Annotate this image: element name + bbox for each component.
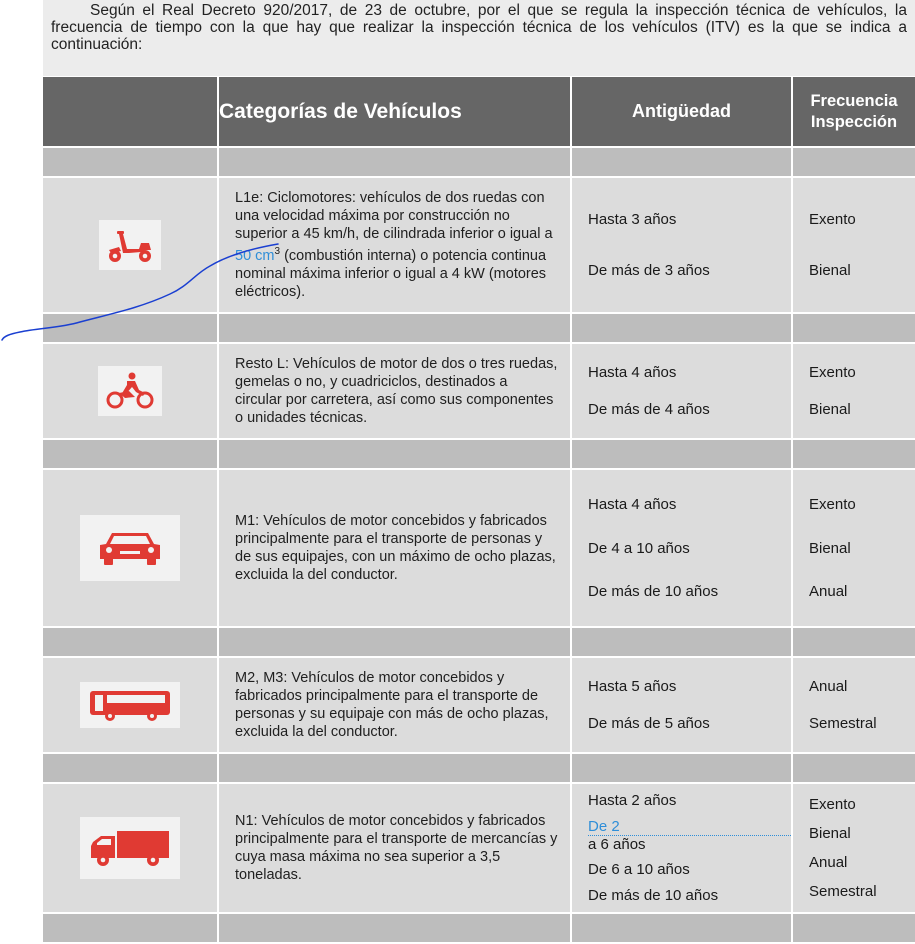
header-frequency bbox=[792, 77, 915, 147]
table-header bbox=[43, 77, 915, 147]
age-cell bbox=[571, 177, 792, 313]
age-value: De 6 a 10 años bbox=[588, 861, 690, 879]
category-description bbox=[218, 177, 571, 313]
age-link[interactable]: De 2 bbox=[588, 818, 791, 836]
frequency-value: Semestral bbox=[809, 715, 877, 732]
age-cell bbox=[571, 343, 792, 439]
frequency-value: Bienal bbox=[809, 401, 851, 418]
displacement-link[interactable]: 50 cm bbox=[235, 247, 275, 264]
category-description: M1: Vehículos de motor concebidos y fabricados principalmente para el transporte de personas y de sus equipajes, con un máximo de ocho plazas, excluida la del conductor. bbox=[218, 469, 571, 627]
age-cell bbox=[571, 657, 792, 753]
age-value: De más de 10 años bbox=[588, 886, 719, 904]
frequency-cell bbox=[792, 177, 915, 313]
table-row bbox=[43, 469, 915, 627]
desc-text-a: L1e: Ciclomotores: vehículos de dos ruedas con una velocidad máxima por construcción no superior a 45 km/h, de cilindrada inferior o igual a bbox=[235, 190, 553, 243]
header-blank bbox=[43, 77, 218, 147]
age-value: Hasta 3 años bbox=[588, 211, 677, 229]
icon-cell bbox=[43, 783, 218, 913]
category-description: Resto L: Vehículos de motor de dos o tres ruedas, gemelas o no, y cuadriciclos, destinados a circular por carretera, así como sus componentes o unidades técnicas. bbox=[218, 343, 571, 439]
age-value-rest: a 6 años bbox=[588, 835, 646, 853]
superscript-3: 3 bbox=[274, 246, 281, 258]
frequency-cell bbox=[792, 343, 915, 439]
header-frequency-line2: Inspección bbox=[810, 112, 898, 131]
age-value: Hasta 4 años bbox=[588, 364, 677, 381]
itv-frequency-table bbox=[43, 77, 915, 944]
age-value: De más de 3 años bbox=[588, 261, 710, 279]
age-value: Hasta 4 años bbox=[588, 496, 677, 514]
frequency-value: Exento bbox=[809, 211, 856, 229]
age-value: Hasta 2 años bbox=[588, 792, 677, 810]
spacer-row bbox=[43, 753, 915, 783]
header-frequency-line1: Frecuencia bbox=[810, 91, 898, 110]
frequency-value: Anual bbox=[809, 678, 848, 695]
header-age: Antigüedad bbox=[571, 77, 792, 147]
header-categories: Categorías de Vehículos bbox=[218, 77, 571, 147]
icon-cell bbox=[43, 469, 218, 627]
spacer-row bbox=[43, 913, 915, 943]
age-value: Hasta 5 años bbox=[588, 678, 677, 695]
spacer-row bbox=[43, 147, 915, 177]
frequency-cell bbox=[792, 783, 915, 913]
intro-panel bbox=[43, 0, 915, 76]
table-row bbox=[43, 657, 915, 753]
category-description: M2, M3: Vehículos de motor concebidos y fabricados principalmente para el transporte de personas y su equipaje con más de ocho plazas, excluida la del conductor. bbox=[218, 657, 571, 753]
frequency-value: Anual bbox=[809, 854, 848, 871]
truck-icon bbox=[80, 817, 180, 879]
frequency-value: Bienal bbox=[809, 539, 851, 557]
age-value-linked bbox=[588, 818, 791, 853]
frequency-value: Bienal bbox=[809, 261, 851, 279]
table-row bbox=[43, 343, 915, 439]
bus-icon bbox=[80, 682, 180, 728]
frequency-value: Anual bbox=[809, 582, 848, 600]
motorcycle-icon bbox=[98, 366, 162, 416]
age-value: De más de 5 años bbox=[588, 715, 710, 732]
frequency-value: Semestral bbox=[809, 883, 877, 900]
spacer-row bbox=[43, 627, 915, 657]
car-icon bbox=[80, 515, 180, 581]
frequency-value: Exento bbox=[809, 796, 856, 813]
age-value: De más de 4 años bbox=[588, 401, 710, 418]
frequency-value: Exento bbox=[809, 364, 856, 381]
age-cell bbox=[571, 469, 792, 627]
icon-cell bbox=[43, 657, 218, 753]
icon-cell bbox=[43, 177, 218, 313]
table-row bbox=[43, 783, 915, 913]
age-value: De 4 a 10 años bbox=[588, 539, 690, 557]
frequency-cell bbox=[792, 469, 915, 627]
age-cell bbox=[571, 783, 792, 913]
category-description: N1: Vehículos de motor concebidos y fabricados principalmente para el transporte de mercancías y cuya masa máxima no sea superior a 3,5 toneladas. bbox=[218, 783, 571, 913]
spacer-row bbox=[43, 313, 915, 343]
frequency-cell bbox=[792, 657, 915, 753]
age-value: De más de 10 años bbox=[588, 582, 719, 600]
frequency-value: Exento bbox=[809, 496, 856, 514]
moped-icon bbox=[99, 220, 161, 270]
desc-text-b: (combustión interna) o potencia continua nominal máxima inferior o igual a 4 kW (motores eléctricos). bbox=[235, 247, 547, 300]
frequency-value: Bienal bbox=[809, 825, 851, 842]
spacer-row bbox=[43, 439, 915, 469]
table-row bbox=[43, 177, 915, 313]
intro-text: Según el Real Decreto 920/2017, de 23 de octubre, por el que se regula la inspección técnica de vehículos, la frecuencia de tiempo con la que hay que realizar la inspección técnica de los vehículos (ITV) es la que se indica a continuación: bbox=[51, 2, 907, 53]
icon-cell bbox=[43, 343, 218, 439]
